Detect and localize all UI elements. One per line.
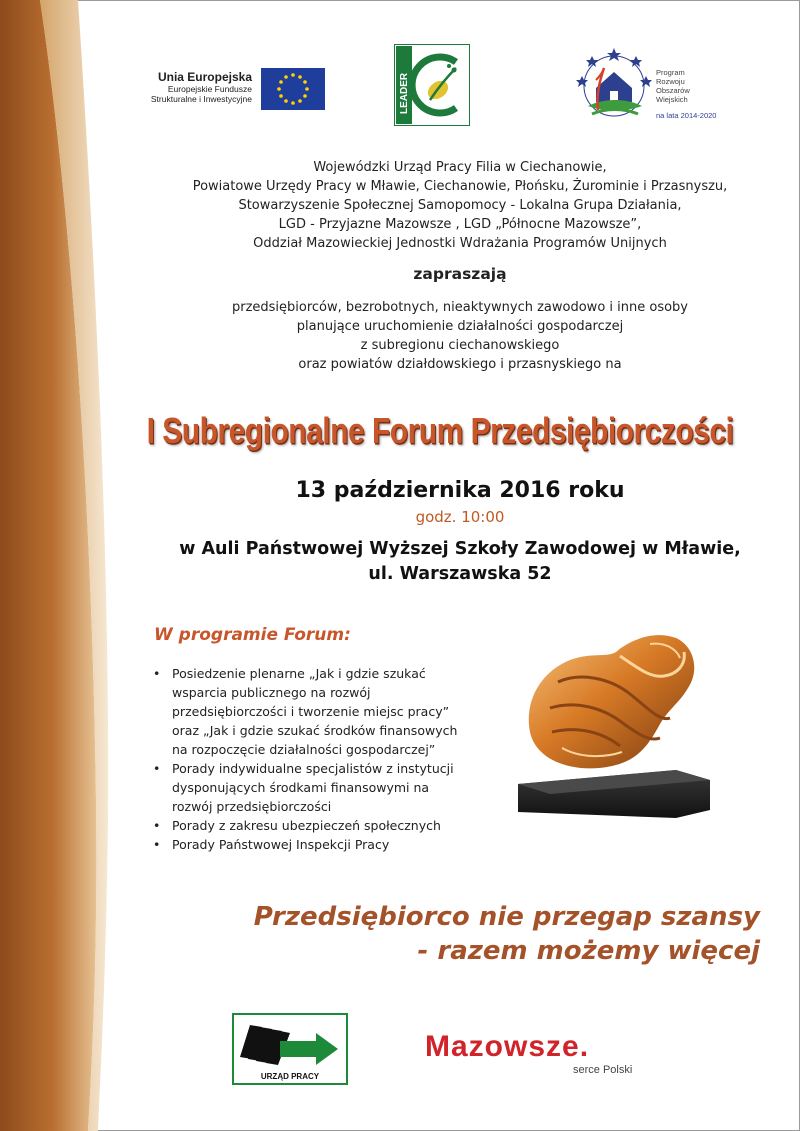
list-item	[148, 835, 498, 854]
list-item	[148, 664, 498, 759]
slogan-line-2: - razem możemy więcej	[417, 936, 760, 966]
program-item-text: Porady Państwowej Inspekcji Pracy	[172, 837, 390, 852]
event-venue	[120, 537, 800, 587]
prow-name-text	[656, 68, 690, 104]
mazowsze-logo	[425, 1030, 665, 1090]
organizer-line-4: LGD - Przyjazne Mazowsze , LGD „Północne Mazowsze”,	[278, 217, 642, 232]
venue-line-2: ul. Warszawska 52	[368, 564, 552, 584]
prow-line-3: Obszarów	[656, 86, 690, 95]
eu-funds-logo	[130, 68, 330, 112]
program-item-text: Posiedzenie plenarne „Jak i gdzie szukać wsparcia publicznego na rozwój przedsiębiorczości i tworzenie miejsc pracy” oraz „Jak i gdzie szukać środków finansowych na rozpoczęcie działalności gospodarczej”	[172, 666, 458, 757]
bullet: •	[153, 666, 161, 681]
svg-text:LEADER: LEADER	[399, 72, 410, 114]
program-item-text: Porady z zakresu ubezpieczeń społecznych	[172, 818, 441, 833]
prow-program-logo	[574, 44, 724, 124]
urzad-pracy-label: URZĄD PRACY	[260, 1072, 320, 1081]
prow-line-2: Rozwoju	[656, 77, 685, 86]
handshake-trophy-icon	[500, 612, 720, 832]
invite-word: zapraszają	[413, 265, 507, 283]
prow-logo-icon	[574, 44, 654, 124]
audience-line-3: z subregionu ciechanowskiego	[360, 338, 560, 353]
bullet: •	[153, 761, 161, 776]
mazowsze-wordmark: Mazowsze.	[425, 1030, 590, 1063]
organizers-block	[120, 158, 800, 253]
bullet: •	[153, 837, 161, 852]
prow-line-1: Program	[656, 68, 685, 77]
eu-title: Unia Europejska	[157, 70, 252, 84]
venue-line-1: w Auli Państwowej Wyższej Szkoły Zawodowej w Mławie,	[179, 539, 741, 559]
urzad-pracy-logo-icon	[232, 1013, 348, 1085]
slogan-line-1: Przedsiębiorco nie przegap szansy	[253, 902, 760, 932]
poster-content	[120, 0, 800, 1131]
organizer-line-3: Stowarzyszenie Społecznej Samopomocy - Lokalna Grupa Działania,	[238, 198, 682, 213]
organizer-line-5: Oddział Mazowieckiej Jednostki Wdrażania Programów Unijnych	[253, 236, 667, 251]
list-item	[148, 759, 498, 816]
audience-block	[120, 298, 800, 374]
event-title: I Subregionalne Forum Przedsiębiorczości	[146, 412, 734, 452]
leader-logo-icon	[394, 44, 470, 126]
mazowsze-tagline: serce Polski	[573, 1064, 633, 1076]
decorative-side-band	[0, 0, 120, 1131]
program-heading: W programie Forum:	[154, 625, 351, 645]
eu-subtitle-1: Europejskie Fundusze	[167, 84, 252, 94]
event-hour: godz. 10:00	[415, 508, 505, 526]
audience-line-2: planujące uruchomienie działalności gospodarczej	[296, 319, 624, 334]
event-date: 13 października 2016 roku	[295, 478, 625, 503]
eu-logo-text	[130, 70, 252, 104]
program-list	[148, 664, 498, 854]
prow-years: na lata 2014-2020	[656, 111, 717, 120]
eu-subtitle-2: Strukturalne i Inwestycyjne	[150, 94, 252, 104]
organizer-line-2: Powiatowe Urzędy Pracy w Mławie, Ciechanowie, Płońsku, Żurominie i Przasnyszu,	[192, 179, 728, 194]
organizer-line-1: Wojewódzki Urząd Pracy Filia w Ciechanowie,	[313, 160, 607, 175]
list-item	[148, 816, 498, 835]
eu-flag-icon	[261, 68, 325, 110]
slogan	[120, 900, 760, 968]
audience-line-1: przedsiębiorców, bezrobotnych, nieaktywnych zawodowo i inne osoby	[231, 300, 688, 315]
audience-line-4: oraz powiatów działdowskiego i przasnyskiego na	[298, 357, 622, 372]
prow-line-4: Wiejskich	[656, 95, 688, 104]
bullet: •	[153, 818, 161, 833]
program-item-text: Porady indywidualne specjalistów z instytucji dysponujących środkami finansowymi na rozwój przedsiębiorczości	[172, 761, 454, 814]
